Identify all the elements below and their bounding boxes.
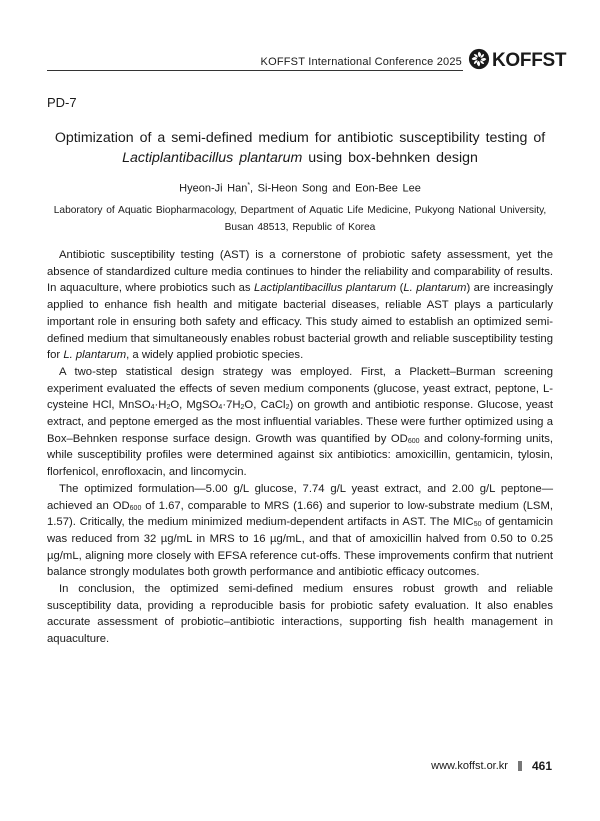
text: O, CaCl xyxy=(244,399,286,412)
footer-url[interactable]: www.koffst.or.kr xyxy=(431,760,508,772)
corresponding-mark: * xyxy=(247,182,251,189)
species-name: Lactiplantibacillus plantarum xyxy=(253,282,397,295)
text: ) are increasingly applied to enhance fish health and mitigate bacterial diseases, reliable AST plays a particularly important role in ensuring both safety and efficacy. This study aimed to establish an optimized semi-defined medium that simultaneously enables robust bacterial growth and reliable susceptibility testing for xyxy=(47,282,554,362)
author-first: Hyeon-Ji Han xyxy=(179,182,248,195)
subscript: 2 xyxy=(240,404,245,412)
subscript: 600 xyxy=(407,437,420,445)
session-code: PD-7 xyxy=(47,95,77,110)
title-species: Lactiplantibacillus plantarum xyxy=(122,150,303,166)
abstract-paragraph-2 xyxy=(47,364,553,481)
abstract-paragraph-4: In conclusion, the optimized semi-defined medium ensures robust growth and reliable susceptibility data, providing a reproducible basis for probiotic safety evaluation. It also enables accurate assessment of probiotic–antibiotic interactions, supporting fish health management in aquaculture. xyxy=(47,583,553,646)
text: ·7H xyxy=(222,399,241,412)
affiliation-line-1: Laboratory of Aquatic Biopharmacology, Department of Aquatic Life Medicine, Pukyong National University, xyxy=(53,205,547,216)
header-divider xyxy=(47,70,463,71)
conference-name: KOFFST International Conference 2025 xyxy=(260,56,462,68)
author-rest: , Si-Heon Song and Eon-Bee Lee xyxy=(250,182,421,195)
text: , a widely applied probiotic species. xyxy=(126,349,304,362)
title-line-2 xyxy=(47,148,553,168)
text: ) on growth and antibiotic response. Glucose, yeast extract, and peptone emerged as the most influential variables. These were further optimized using a Box–Behnken response surface design. Growth was quantified by OD xyxy=(47,399,553,445)
abstract-paragraph-1 xyxy=(47,247,553,364)
abstract-paragraph-3 xyxy=(47,481,553,581)
author-list xyxy=(47,182,553,195)
text: The optimized formulation—5.00 g/L glucose, 7.74 g/L yeast extract, and 2.00 g/L peptone—achieved an OD xyxy=(47,482,553,512)
subscript: 600 xyxy=(129,504,142,512)
koffst-logo xyxy=(468,50,566,72)
subscript: 4 xyxy=(150,404,155,412)
text: A two-step statistical design strategy was employed. First, a Plackett–Burman screening experiment evaluated the effects of seven medium components (glucose, yeast extract, peptone, L-cysteine HCl, MnSO xyxy=(47,365,553,412)
text: and colony-forming units, while susceptibility profiles were determined against six antibiotics: amoxicillin, gentamicin, tylosin, florfenicol, enrofloxacin, and lincomycin. xyxy=(47,432,553,479)
text: Antibiotic susceptibility testing (AST) is a cornerstone of probiotic safety assessment, yet the absence of standardized culture media continues to hinder the reliability and comparability of results. In aquaculture, where probiotics such as xyxy=(47,249,553,295)
paper-title xyxy=(47,128,553,168)
text: of gentamicin was reduced from 32 µg/mL in MRS to 16 µg/mL, and that of amoxicillin halved from 0.50 to 0.25 µg/mL, aligning more closely with EFSA reference cut-offs. These improvements confirm that nutrient balance strongly modulates both growth performance and antibiotic efficacy outcomes. xyxy=(47,516,553,579)
text: of 1.67, comparable to MRS (1.66) and superior to low-substrate medium (LSM, 1.57). Critically, the medium minimized medium-dependent artifacts in AST. The MIC xyxy=(47,499,553,529)
affiliation xyxy=(47,203,553,236)
subscript: 4 xyxy=(218,404,223,412)
text: ·H xyxy=(154,399,167,412)
title-line-1: Optimization of a semi-defined medium for antibiotic susceptibility testing of xyxy=(54,130,546,146)
text: ( xyxy=(396,282,404,295)
footer-separator xyxy=(518,761,522,771)
species-abbrev: L. plantarum xyxy=(403,282,467,295)
subscript: 50 xyxy=(473,521,482,529)
abstract-body xyxy=(47,247,553,648)
page-number: 461 xyxy=(531,759,552,773)
page-footer xyxy=(431,759,552,773)
text: O, MgSO xyxy=(170,399,219,412)
subscript: 2 xyxy=(166,404,171,412)
subscript: 2 xyxy=(285,404,290,412)
logo-wordmark: KOFFST xyxy=(492,50,567,71)
koffst-swirl-logo-icon xyxy=(468,48,490,75)
affiliation-line-2: Busan 48513, Republic of Korea xyxy=(224,221,376,233)
species-abbrev: L. plantarum xyxy=(63,349,127,362)
title-line-2-rest: using box-behnken design xyxy=(302,150,478,166)
